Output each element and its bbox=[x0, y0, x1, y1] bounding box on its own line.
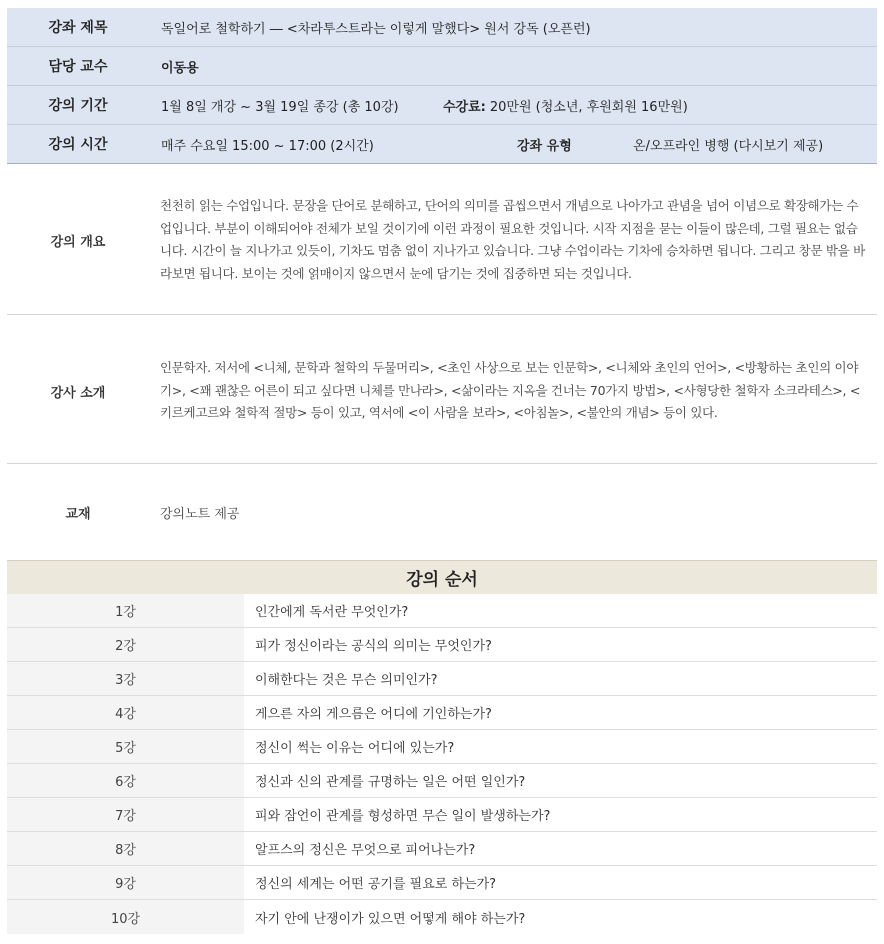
period-value: 1월 8일 개강 ~ 3월 19일 종강 (총 10강) bbox=[161, 99, 399, 115]
overview-label: 강의 개요 bbox=[50, 234, 106, 250]
lecture-title: 자기 안에 난쟁이가 있으면 어떻게 해야 하는가? bbox=[255, 911, 526, 927]
lecture-number: 1강 bbox=[7, 594, 244, 627]
schedule-row bbox=[7, 798, 877, 832]
lecture-number: 3강 bbox=[7, 662, 244, 695]
course-detail bbox=[7, 8, 877, 934]
professor-row bbox=[7, 47, 877, 86]
schedule-row bbox=[7, 628, 877, 662]
lecture-title: 인간에게 독서란 무엇인가? bbox=[255, 605, 409, 620]
lecture-number: 8강 bbox=[7, 832, 244, 865]
lecture-number: 7강 bbox=[7, 798, 244, 831]
instructor-label: 강사 소개 bbox=[50, 385, 106, 401]
course-title-value: 독일어로 철학하기 ― <차라투스트라는 이렇게 말했다> 원서 강독 (오픈런) bbox=[161, 21, 591, 37]
time-row bbox=[7, 125, 877, 164]
instructor-text: 인문학자. 저서에 <니체, 문학과 철학의 두물머리>, <초인 사상으로 보는 인문학>, <니체와 초인의 언어>, <방황하는 초인의 이야기>, <꽤 괜찮은 어른이 되고 싶다면 니체를 만나라>, <삶이라는 지옥을 건너는 70가지 방법>, <사형당한 철학자 소크라테스>, <키르케고르와 철학적 절망> 등이 있고, 역서에 <이 사람을 보라>, <아침놀>, <불안의 개념> 등이 있다. bbox=[160, 360, 861, 421]
textbook-label: 교재 bbox=[65, 506, 91, 522]
lecture-number: 5강 bbox=[7, 730, 244, 763]
lecture-title: 이해한다는 것은 무슨 의미인가? bbox=[255, 673, 438, 688]
overview-row bbox=[7, 164, 877, 315]
course-title-label: 강좌 제목 bbox=[48, 20, 108, 36]
time-value: 매주 수요일 15:00 ~ 17:00 (2시간) bbox=[161, 138, 374, 154]
lecture-number: 4강 bbox=[7, 696, 244, 729]
lecture-number: 2강 bbox=[7, 628, 244, 661]
time-label: 강의 시간 bbox=[48, 137, 108, 153]
lecture-title: 피와 잠언이 관계를 형성하면 무슨 일이 발생하는가? bbox=[255, 809, 551, 824]
schedule-row bbox=[7, 730, 877, 764]
textbook-row bbox=[7, 464, 877, 560]
fee-value: 20만원 (청소년, 후원회원 16만원) bbox=[489, 99, 688, 115]
lecture-number: 10강 bbox=[7, 900, 244, 934]
type-label: 강좌 유형 bbox=[517, 138, 572, 154]
schedule-row bbox=[7, 764, 877, 798]
lecture-title: 게으른 자의 게으름은 어디에 기인하는가? bbox=[255, 707, 492, 722]
lecture-number: 9강 bbox=[7, 866, 244, 899]
textbook-value: 강의노트 제공 bbox=[160, 506, 240, 522]
fee-label: 수강료: bbox=[443, 99, 486, 115]
lecture-title: 정신이 썩는 이유는 어디에 있는가? bbox=[255, 741, 455, 756]
schedule-row bbox=[7, 696, 877, 730]
lecture-title: 정신과 신의 관계를 규명하는 일은 어떤 일인가? bbox=[255, 775, 526, 790]
period-label: 강의 기간 bbox=[48, 98, 108, 114]
schedule-row bbox=[7, 594, 877, 628]
lecture-title: 정신의 세계는 어떤 공기를 필요로 하는가? bbox=[255, 877, 497, 892]
type-value: 온/오프라인 병행 (다시보기 제공) bbox=[633, 138, 824, 154]
period-row bbox=[7, 86, 877, 125]
lecture-title: 피가 정신이라는 공식의 의미는 무엇인가? bbox=[255, 639, 492, 654]
lecture-title: 알프스의 정신은 무엇으로 피어나는가? bbox=[255, 843, 476, 858]
schedule-row bbox=[7, 866, 877, 900]
schedule-row bbox=[7, 900, 877, 934]
schedule-table bbox=[7, 594, 877, 934]
lecture-number: 6강 bbox=[7, 764, 244, 797]
professor-label: 담당 교수 bbox=[48, 59, 108, 75]
instructor-row bbox=[7, 315, 877, 464]
professor-value: 이동용 bbox=[161, 60, 199, 76]
overview-text: 천천히 읽는 수업입니다. 문장을 단어로 분해하고, 단어의 의미를 곱씹으면서 개념으로 나아가고 관념을 넘어 이념으로 확장해가는 수업입니다. 부분이 이해되어야 전체가 보일 것이기에 이런 과정이 필요한 것입니다. 시작 지점을 묻는 이들이 많은데, 그럴 필요는 없습니다. 시간이 늘 지나가고 있듯이, 기차도 멈춤 없이 지나가고 있습니다. 그냥 수업이라는 기차에 승차하면 됩니다. 그리고 창문 밖을 바라보면 됩니다. 보이는 것에 얽매이지 않으면서 눈에 담기는 것에 집중하면 되는 것입니다. bbox=[160, 198, 865, 281]
schedule-row bbox=[7, 662, 877, 696]
course-title-row bbox=[7, 8, 877, 47]
schedule-row bbox=[7, 832, 877, 866]
schedule-heading: 강의 순서 bbox=[7, 560, 877, 594]
